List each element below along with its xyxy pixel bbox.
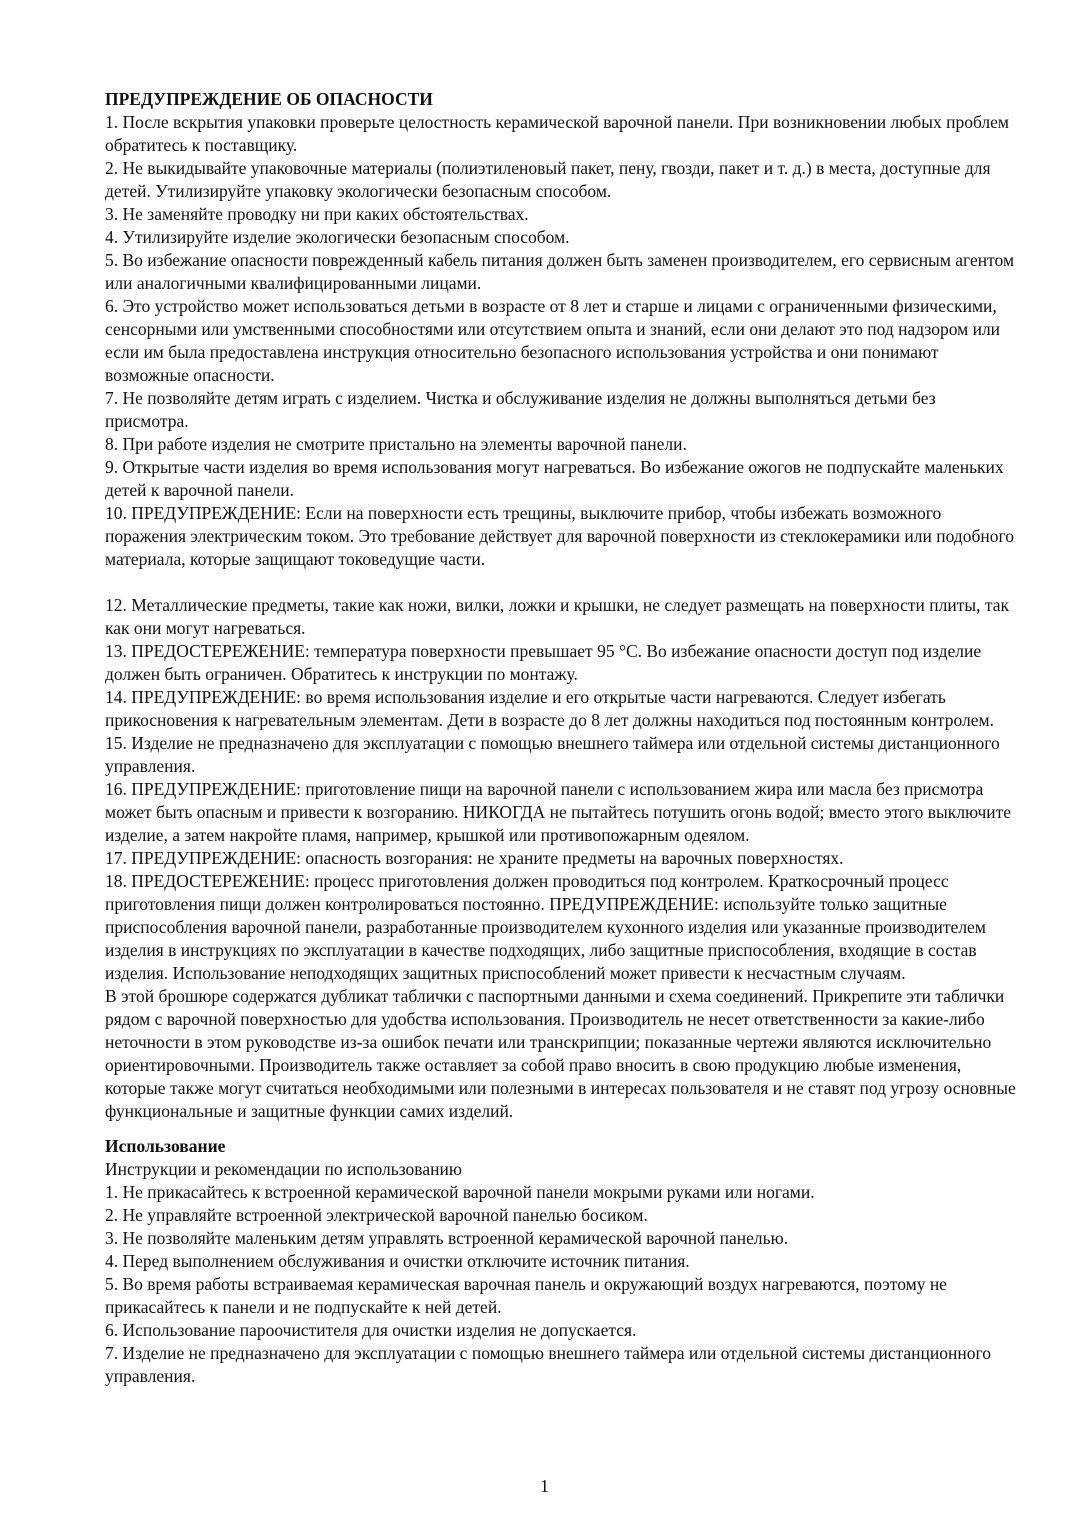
warning-item-10: 10. ПРЕДУПРЕЖДЕНИЕ: Если на поверхности есть трещины, выключите прибор, чтобы избежать возможного поражения электрическим током. Это требование действует для варочной поверхности из стеклокерамики или подобного материала, которые защищают токоведущие части. <box>105 503 1014 569</box>
warning-item-13: 13. ПРЕДОСТЕРЕЖЕНИЕ: температура поверхности превышает 95 °C. Во избежание опасности доступ под изделие должен быть ограничен. Обратитесь к инструкции по монтажу. <box>105 641 982 684</box>
usage-item-4: 4. Перед выполнением обслуживания и очистки отключите источник питания. <box>105 1251 690 1271</box>
usage-item-5: 5. Во время работы встраиваемая керамическая варочная панель и окружающий воздух нагреваются, поэтому не прикасайтесь к панели и не подпускайте к ней детей. <box>105 1274 947 1317</box>
warning-item-1: 1. После вскрытия упаковки проверьте целостность керамической варочной панели. При возникновении любых проблем обратитесь к поставщику. <box>105 112 1009 155</box>
warning-item-3: 3. Не заменяйте проводку ни при каких обстоятельствах. <box>105 204 529 224</box>
section-spacer <box>105 1123 1017 1135</box>
page-content <box>105 88 1017 1388</box>
usage-heading: Использование <box>105 1136 226 1156</box>
usage-item-2: 2. Не управляйте встроенной электрической варочной панелью босиком. <box>105 1205 648 1225</box>
usage-item-7: 7. Изделие не предназначено для эксплуатации с помощью внешнего таймера или отдельной системы дистанционного управления. <box>105 1343 991 1386</box>
usage-item-3: 3. Не позволяйте маленьким детям управлять встроенной керамической варочной панелью. <box>105 1228 789 1248</box>
usage-item-1: 1. Не прикасайтесь к встроенной керамической варочной панели мокрыми руками или ногами. <box>105 1182 815 1202</box>
warning-item-14: 14. ПРЕДУПРЕЖДЕНИЕ: во время использования изделие и его открытые части нагреваются. Следует избегать прикосновения к нагревательным элементам. Дети в возрасте до 8 лет должны находиться под постоянным контролем. <box>105 687 994 730</box>
warning-item-17: 17. ПРЕДУПРЕЖДЕНИЕ: опасность возгорания: не храните предметы на варочных поверхностях. <box>105 848 844 868</box>
warning-item-6: 6. Это устройство может использоваться детьми в возрасте от 8 лет и старше и лицами с ограниченными физическими, сенсорными или умственными способностями или отсутствием опыта и знаний, если они делают это под надзором или если им была предоставлена инструкция относительно безопасного использования устройства и они понимают возможные опасности. <box>105 296 1001 385</box>
page-number: 1 <box>540 1476 549 1496</box>
warning-item-7: 7. Не позволяйте детям играть с изделием. Чистка и обслуживание изделия не должны выполняться детьми без присмотра. <box>105 388 936 431</box>
warning-item-5: 5. Во избежание опасности поврежденный кабель питания должен быть заменен производителем, его сервисным агентом или аналогичными квалифицированными лицами. <box>105 250 1015 293</box>
warning-item-18: 18. ПРЕДОСТЕРЕЖЕНИЕ: процесс приготовления должен проводиться под контролем. Краткосрочный процесс приготовления пищи должен контролироваться постоянно. ПРЕДУПРЕЖДЕНИЕ: используйте только защитные приспособления варочной панели, разработанные производителем кухонного изделия или указанные производителем изделия в инструкциях по эксплуатации в качестве подходящих, либо защитные приспособления, входящие в состав изделия. Использование неподходящих защитных приспособлений может привести к несчастным случаям. <box>105 871 986 983</box>
warning-item-2: 2. Не выкидывайте упаковочные материалы (полиэтиленовый пакет, пену, гвозди, пакет и т. д.) в места, доступные для детей. Утилизируйте упаковку экологически безопасным способом. <box>105 158 991 201</box>
warning-heading: ПРЕДУПРЕЖДЕНИЕ ОБ ОПАСНОСТИ <box>105 89 433 109</box>
usage-subheading: Инструкции и рекомендации по использованию <box>105 1159 462 1179</box>
warning-item-8: 8. При работе изделия не смотрите пристально на элементы варочной панели. <box>105 434 687 454</box>
warning-item-16: 16. ПРЕДУПРЕЖДЕНИЕ: приготовление пищи на варочной панели с использованием жира или масла без присмотра может быть опасным и привести к возгоранию. НИКОГДА не пытайтесь потушить огонь водой; вместо этого выключите изделие, а затем накройте пламя, например, крышкой или противопожарным одеялом. <box>105 779 1012 845</box>
section-spacer <box>105 571 1017 594</box>
warning-item-9: 9. Открытые части изделия во время использования могут нагреваться. Во избежание ожогов не подпускайте маленьких детей к варочной панели. <box>105 457 1004 500</box>
usage-item-6: 6. Использование пароочистителя для очистки изделия не допускается. <box>105 1320 637 1340</box>
closing-paragraph: В этой брошюре содержатся дубликат таблички с паспортными данными и схема соединений. Прикрепите эти таблички рядом с варочной поверхностью для удобства использования. Производитель не несет ответственности за какие-либо неточности в этом руководстве из-за ошибок печати или транскрипции; показанные чертежи являются исключительно ориентировочными. Производитель также оставляет за собой право вносить в свою продукцию любые изменения, которые также могут считаться необходимыми или полезными в интересах пользователя и не ставят под угрозу основные функциональные и защитные функции самих изделий. <box>105 986 1016 1121</box>
warning-item-12: 12. Металлические предметы, такие как ножи, вилки, ложки и крышки, не следует размещать на поверхности плиты, так как они могут нагреваться. <box>105 595 1009 638</box>
warning-item-4: 4. Утилизируйте изделие экологически безопасным способом. <box>105 227 570 247</box>
warning-item-15: 15. Изделие не предназначено для эксплуатации с помощью внешнего таймера или отдельной системы дистанционного управления. <box>105 733 1000 776</box>
